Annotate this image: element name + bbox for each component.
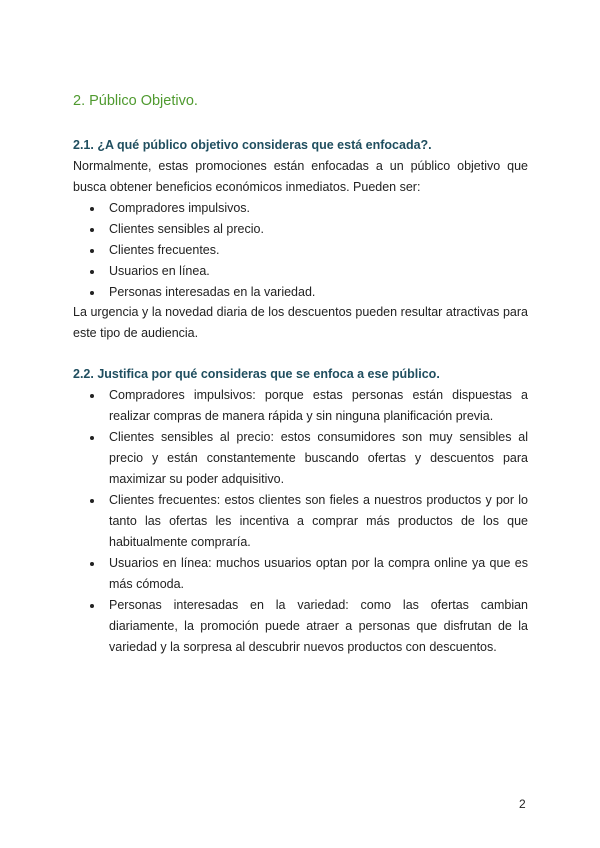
list-item: Clientes frecuentes.	[73, 240, 528, 261]
list-item: Compradores impulsivos: porque estas personas están dispuestas a realizar compras de manera rápida y sin ninguna planificación previa.	[73, 385, 528, 427]
list-item: Personas interesadas en la variedad: como las ofertas cambian diariamente, la promoción puede atraer a personas que disfrutan de la variedad y la sorpresa al descubrir nuevos productos con descuentos.	[73, 595, 528, 658]
list-item: Clientes frecuentes: estos clientes son fieles a nuestros productos y por lo tanto las ofertas les incentiva a comprar más productos de los que habitualmente compraría.	[73, 490, 528, 553]
list-item: Clientes sensibles al precio: estos consumidores son muy sensibles al precio y están constantemente buscando ofertas y descuentos para maximizar su poder adquisitivo.	[73, 427, 528, 490]
subsection-2-heading: 2.2. Justifica por qué consideras que se enfoca a ese público.	[73, 367, 440, 381]
list-item: Usuarios en línea.	[73, 261, 528, 282]
bullet-icon	[90, 291, 94, 295]
subsection-1-heading: 2.1. ¿A qué público objetivo consideras que está enfocada?.	[73, 138, 432, 152]
bullet-icon	[90, 394, 94, 398]
subsection-1-list	[73, 198, 528, 303]
page-number: 2	[519, 797, 526, 811]
bullet-icon	[90, 499, 94, 503]
bullet-icon	[90, 207, 94, 211]
section-title: 2. Público Objetivo.	[73, 93, 198, 109]
subsection-1-closing: La urgencia y la novedad diaria de los descuentos pueden resultar atractivas para este tipo de audiencia.	[73, 305, 528, 340]
bullet-icon	[90, 562, 94, 566]
bullet-icon	[90, 270, 94, 274]
bullet-icon	[90, 436, 94, 440]
bullet-icon	[90, 228, 94, 232]
list-item: Compradores impulsivos.	[73, 198, 528, 219]
bullet-icon	[90, 249, 94, 253]
subsection-1-intro: Normalmente, estas promociones están enfocadas a un público objetivo que busca obtener beneficios económicos inmediatos. Pueden ser:	[73, 159, 528, 194]
list-item: Usuarios en línea: muchos usuarios optan por la compra online ya que es más cómoda.	[73, 553, 528, 595]
bullet-icon	[90, 604, 94, 608]
list-item: Personas interesadas en la variedad.	[73, 282, 528, 303]
subsection-2-list	[73, 385, 528, 658]
list-item: Clientes sensibles al precio.	[73, 219, 528, 240]
